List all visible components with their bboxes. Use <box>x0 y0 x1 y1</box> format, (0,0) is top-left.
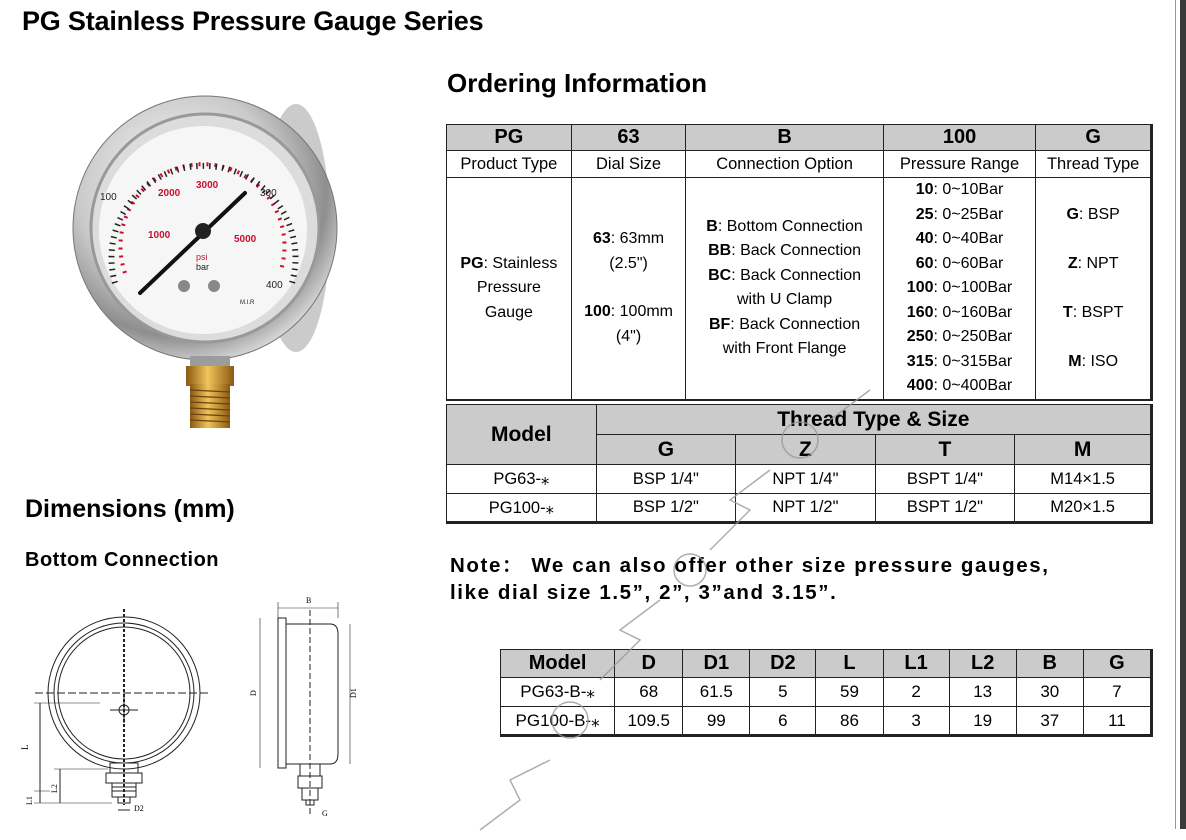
connection-option-cell: B: Bottom Connection BB: Back Connection BC: Back Connection with U Clamp BF: Back Connection with Front Flange <box>686 178 883 400</box>
thread-size-table <box>446 404 1153 524</box>
page-title: PG Stainless Pressure Gauge Series <box>22 6 484 36</box>
table-cell: BSPT 1/4" <box>875 465 1015 494</box>
table-cell: M20×1.5 <box>1015 494 1152 523</box>
table-cell: 59 <box>816 678 883 707</box>
table-cell: M14×1.5 <box>1015 465 1152 494</box>
side-view-drawing <box>250 590 370 827</box>
note-text: Note： We can also offer other size pressure gauges, like dial size 1.5”, 2”, 3”and 3.15”. <box>450 554 1050 604</box>
dim-col-header: D1 <box>683 650 750 678</box>
table-cell: NPT 1/4" <box>736 465 876 494</box>
svg-text:bar: bar <box>196 262 210 272</box>
code-cell: PG <box>447 125 572 151</box>
svg-text:1000: 1000 <box>148 230 171 241</box>
table-cell: 3 <box>883 707 949 736</box>
table-cell: 99 <box>683 707 750 736</box>
thread-col-header: T <box>875 435 1015 465</box>
table-cell: 109.5 <box>615 707 683 736</box>
svg-text:B: B <box>306 596 312 605</box>
model-cell: PG100-⁎ <box>447 494 597 523</box>
svg-text:3000: 3000 <box>196 180 219 191</box>
dim-col-header: Model <box>501 650 615 678</box>
table-cell: BSP 1/4" <box>596 465 736 494</box>
label-cell: Pressure Range <box>883 151 1036 178</box>
svg-text:D2: D2 <box>134 804 144 813</box>
table-cell: NPT 1/2" <box>736 494 876 523</box>
table-cell: 68 <box>615 678 683 707</box>
model-cell: PG63-⁎ <box>447 465 597 494</box>
table-cell: 6 <box>750 707 816 736</box>
bottom-connection-heading: Bottom Connection <box>25 549 220 571</box>
svg-text:5000: 5000 <box>234 234 257 245</box>
svg-text:L2: L2 <box>50 784 59 793</box>
svg-text:D: D <box>249 690 258 696</box>
dimensions-table <box>500 649 1153 737</box>
dim-col-header: D <box>615 650 683 678</box>
code-cell: 63 <box>571 125 686 151</box>
svg-text:D1: D1 <box>349 688 358 698</box>
thread-col-header: M <box>1015 435 1152 465</box>
label-cell: Connection Option <box>686 151 883 178</box>
svg-text:psi: psi <box>196 252 208 262</box>
table-cell: 86 <box>816 707 883 736</box>
table-cell: 37 <box>1016 707 1083 736</box>
table-cell: 61.5 <box>683 678 750 707</box>
svg-text:2000: 2000 <box>158 188 181 199</box>
code-cell: B <box>686 125 883 151</box>
dim-col-header: L2 <box>949 650 1016 678</box>
ordering-heading: Ordering Information <box>447 68 707 98</box>
dim-col-header: L1 <box>883 650 949 678</box>
table-cell: 30 <box>1016 678 1083 707</box>
thread-col-header: G <box>596 435 736 465</box>
model-header: Model <box>447 405 597 465</box>
label-cell: Dial Size <box>571 151 686 178</box>
table-cell: BSP 1/2" <box>596 494 736 523</box>
dim-col-header: G <box>1083 650 1151 678</box>
page-edge-line <box>1175 0 1176 829</box>
table-row <box>447 494 1152 523</box>
model-cell: PG100-B-⁎ <box>501 707 615 736</box>
code-cell: 100 <box>883 125 1036 151</box>
dim-col-header: D2 <box>750 650 816 678</box>
svg-text:400: 400 <box>266 280 283 291</box>
dim-col-header: B <box>1016 650 1083 678</box>
svg-text:300: 300 <box>260 188 277 199</box>
dim-col-header: L <box>816 650 883 678</box>
dimensions-heading: Dimensions (mm) <box>25 495 235 523</box>
thread-group-header: Thread Type & Size <box>596 405 1151 435</box>
svg-text:M.I.R: M.I.R <box>240 300 255 306</box>
svg-text:G: G <box>322 809 328 818</box>
dial-size-cell: 63: 63mm (2.5") 100: 100mm (4") <box>571 178 686 400</box>
svg-text:L1: L1 <box>25 796 34 805</box>
table-cell: BSPT 1/2" <box>875 494 1015 523</box>
page-edge-shadow <box>1180 0 1186 829</box>
table-cell: 7 <box>1083 678 1151 707</box>
svg-text:100: 100 <box>100 192 117 203</box>
thread-col-header: Z <box>736 435 876 465</box>
table-cell: 11 <box>1083 707 1151 736</box>
thread-type-cell: G: BSP Z: NPT T: BSPT M: ISO <box>1036 178 1152 400</box>
front-view-drawing <box>20 605 220 827</box>
pressure-range-cell: 10: 0~10Bar 25: 0~25Bar 40: 0~40Bar 60: 0~60Bar 100: 0~100Bar 160: 0~160Bar 250: 0~250Bar 315: 0~315Bar 400: 0~400Bar <box>883 178 1036 400</box>
code-cell: G <box>1036 125 1152 151</box>
pressure-gauge-photo <box>70 88 350 433</box>
table-cell: 19 <box>949 707 1016 736</box>
table-row <box>501 707 1152 736</box>
label-cell: Thread Type <box>1036 151 1152 178</box>
table-row <box>447 465 1152 494</box>
product-type-cell: PG: Stainless Pressure Gauge <box>447 178 572 400</box>
table-cell: 13 <box>949 678 1016 707</box>
ordering-table <box>446 124 1153 401</box>
svg-text:L: L <box>20 744 30 750</box>
table-cell: 2 <box>883 678 949 707</box>
model-cell: PG63-B-⁎ <box>501 678 615 707</box>
table-row <box>501 678 1152 707</box>
label-cell: Product Type <box>447 151 572 178</box>
table-cell: 5 <box>750 678 816 707</box>
